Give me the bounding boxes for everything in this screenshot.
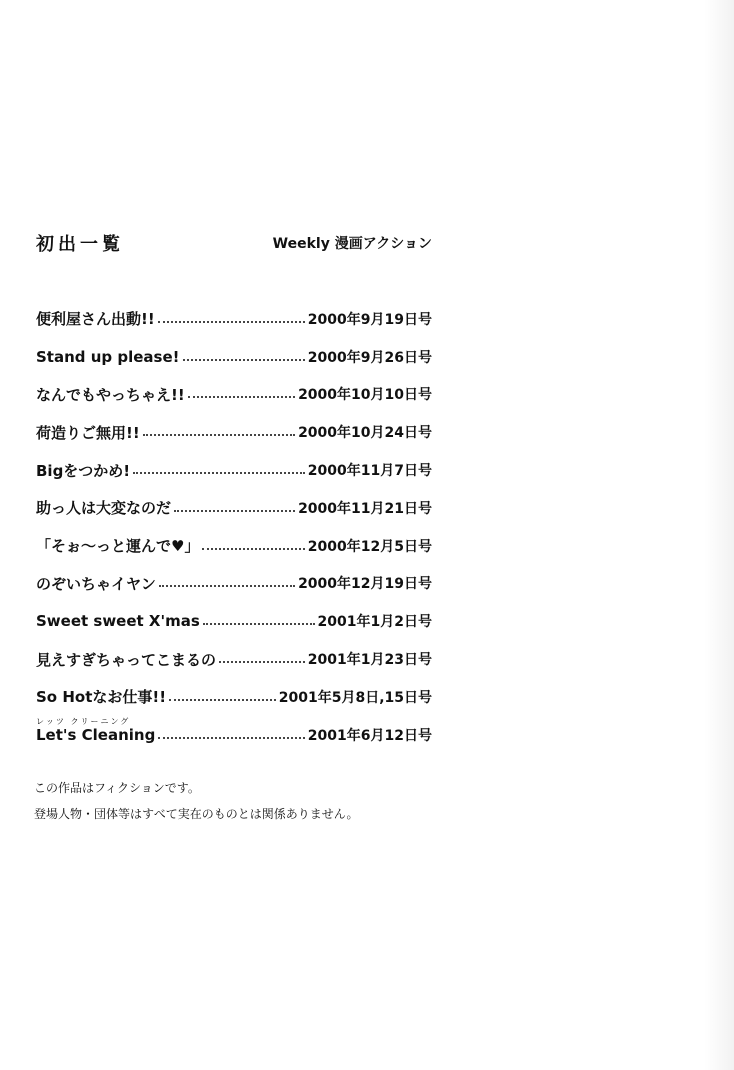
table-of-contents (36, 300, 432, 754)
toc-date: 2000年11月21日号 (298, 500, 432, 517)
toc-row (36, 300, 432, 338)
dot-leader (188, 396, 295, 398)
toc-date: 2001年1月2日号 (317, 614, 432, 631)
dot-leader (169, 699, 276, 701)
dot-leader (159, 585, 295, 587)
toc-title: Bigをつかめ! (36, 461, 131, 480)
toc-row (36, 602, 432, 640)
dot-leader (174, 510, 295, 512)
toc-row (36, 413, 432, 451)
furigana-ruby: レッツ クリーニング (36, 716, 131, 726)
toc-row (36, 716, 432, 754)
disclaimer-notes (34, 775, 358, 827)
toc-date: 2001年6月12日号 (307, 727, 432, 744)
toc-row (36, 489, 432, 527)
toc-date: 2000年11月7日号 (307, 463, 432, 480)
toc-row (36, 376, 432, 414)
toc-title: So Hotなお仕事!! (36, 688, 167, 707)
toc-title: Stand up please! (36, 347, 180, 366)
fiction-notice: この作品はフィクションです。 (34, 781, 200, 795)
dot-leader (133, 472, 305, 474)
toc-row (36, 640, 432, 678)
toc-row (36, 565, 432, 603)
dot-leader (219, 661, 305, 663)
disclaimer-text: 登場人物・団体等はすべて実在のものとは関係ありません。 (34, 807, 359, 821)
toc-row (36, 527, 432, 565)
dot-leader (143, 434, 295, 436)
publisher-label: Weekly 漫画アクション (272, 236, 432, 252)
toc-date: 2000年10月10日号 (298, 387, 432, 404)
toc-title: 便利屋さん出動!! (36, 310, 155, 329)
toc-date: 2000年10月24日号 (298, 425, 432, 442)
toc-title: のぞいちゃイヤン (36, 574, 156, 593)
toc-title-text: Let's Cleaning (36, 725, 156, 744)
toc-title: 荷造りご無用!! (36, 423, 140, 442)
dot-leader (202, 548, 304, 550)
toc-date: 2000年12月19日号 (298, 576, 432, 593)
dot-leader (183, 359, 305, 361)
toc-date: 2000年12月5日号 (307, 538, 432, 555)
dot-leader (203, 623, 315, 625)
toc-title: Sweet sweet X'mas (36, 612, 200, 631)
toc-row (36, 338, 432, 376)
dot-leader (158, 737, 304, 739)
toc-header (36, 230, 432, 260)
page-edge-shadow (704, 0, 734, 1070)
dot-leader (158, 321, 305, 323)
toc-date: 2000年9月19日号 (307, 311, 432, 328)
toc-title: なんでもやっちゃえ!! (36, 385, 185, 404)
page-title: 初出一覧 (36, 234, 124, 255)
toc-date: 2000年9月26日号 (307, 349, 432, 366)
toc-title: 「そぉ〜っと運んで♥」 (36, 537, 200, 556)
toc-row (36, 451, 432, 489)
toc-date: 2001年5月8日,15日号 (278, 689, 432, 706)
toc-title: 助っ人は大変なのだ (36, 499, 172, 518)
toc-title-with-ruby (36, 716, 156, 744)
toc-date: 2001年1月23日号 (307, 652, 432, 669)
toc-row (36, 678, 432, 716)
toc-title: 見えすぎちゃってこまるの (36, 650, 217, 669)
